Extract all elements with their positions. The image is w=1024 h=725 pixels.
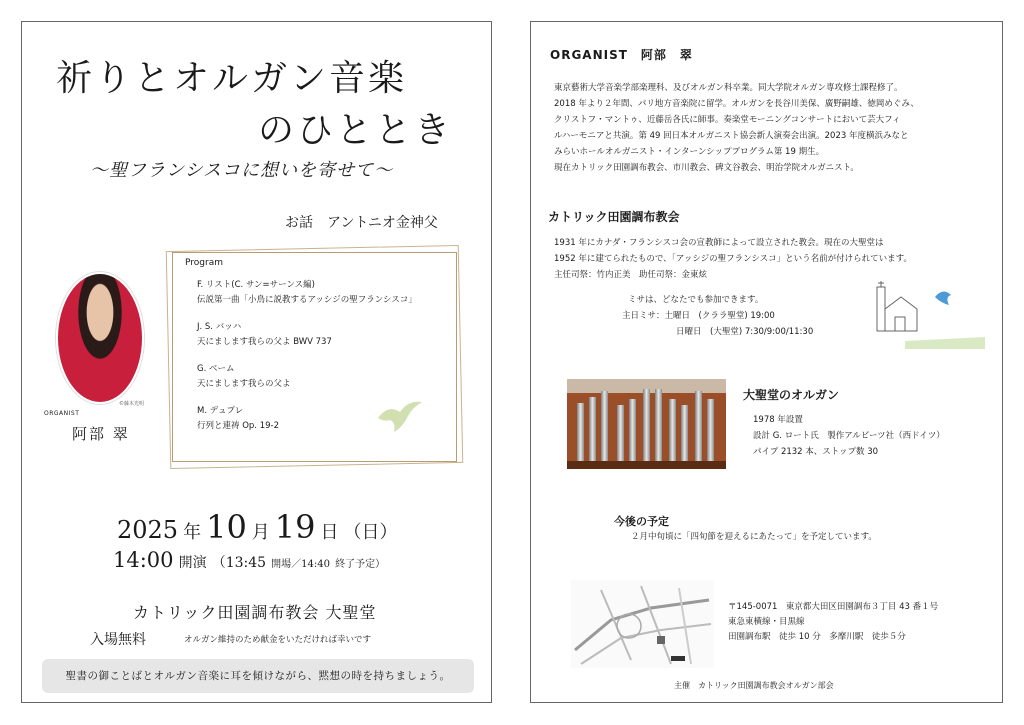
church-heading: カトリック田園調布教会 — [548, 210, 680, 224]
organ-line: 設計 G. ロート氏 製作アルビーツ社（西ドイツ） — [753, 431, 945, 441]
church-line: 1931 年にカナダ・フランシスコ会の宣教師によって設立された教会。現在の大聖堂は — [554, 238, 884, 248]
date-weekday: （日） — [343, 522, 398, 543]
address-line: 東急東横線・目黒線 — [728, 617, 805, 627]
future-text: ２月中旬頃に「四旬節を迎えるにあたって」を予定しています。 — [631, 532, 877, 542]
date-month: 10 — [206, 508, 247, 546]
program-heading: Program — [185, 258, 223, 268]
event-date — [117, 508, 398, 546]
piece-composer: M. デュプレ — [197, 406, 244, 416]
mass-line: 主日ミサ：土曜日 (クララ聖堂) 19:00 — [622, 311, 775, 321]
bio-line: ルハーモニアと共演。第 49 回日本オルガニスト協会新人演奏会出演。2023 年度横浜みなと — [554, 131, 909, 141]
admission-note: オルガン維持のため献金をいただければ幸いです — [184, 635, 372, 645]
venue: カトリック田園調布教会 大聖堂 — [133, 603, 377, 622]
future-heading: 今後の予定 — [614, 515, 669, 528]
piece-composer: F. リスト(C. サン=サーンス編) — [197, 280, 316, 290]
organ-photo — [567, 379, 726, 469]
event-time — [113, 548, 385, 572]
speaker: お話 アントニオ金神父 — [285, 215, 438, 231]
organ-line: パイプ 2132 本、ストップ数 30 — [753, 447, 879, 457]
address-line: 〒145-0071 東京都大田区田園調布３丁目 43 番１号 — [728, 602, 939, 612]
flyer-back-page — [530, 21, 1003, 703]
date-day: 19 — [274, 508, 316, 546]
date-day-unit: 日 — [320, 522, 339, 543]
piece-work: 伝説第一曲「小鳥に説教するアッシジの聖フランシスコ」 — [197, 295, 417, 305]
organ-info — [753, 412, 945, 460]
bio-line: 現在カトリック田園調布教会、市川教会、碑文谷教会、明治学院オルガニスト。 — [554, 163, 859, 173]
bio-line: 2018 年より２年間、パリ地方音楽院に留学。オルガンを長谷川美保、廣野嗣雄、徳岡めぐみ、 — [554, 99, 919, 109]
start-time: 14:00 — [113, 548, 174, 572]
mass-schedule — [622, 292, 813, 340]
organist-name: 阿部 翠 — [72, 425, 130, 443]
program-piece — [197, 278, 450, 308]
title-line-1: 祈りとオルガン音楽 — [56, 58, 408, 99]
open-time: （13:45 — [211, 555, 267, 571]
organist-label: ORGANIST — [44, 410, 80, 417]
piece-composer: G. ベーム — [197, 364, 235, 374]
organist-portrait — [56, 272, 144, 404]
organ-heading: 大聖堂のオルガン — [743, 388, 840, 402]
subtitle: ～聖フランシスコに想いを寄せて～ — [90, 160, 394, 181]
bio-line: クリストフ・マントゥ、近藤岳各氏に師事。奏楽堂モーニングコンサートにおいて芸大フィ — [554, 115, 901, 125]
date-month-unit: 月 — [251, 522, 270, 543]
program-piece — [197, 362, 450, 392]
dove-icon — [374, 394, 426, 434]
photo-credit: ©藤木光明 — [119, 401, 145, 407]
message-box: 聖書の御ことばとオルガン音楽に耳を傾けながら、黙想の時を持ちましょう。 — [42, 659, 474, 693]
church-description — [554, 235, 912, 283]
church-illustration-icon — [865, 279, 991, 353]
church-line: 1952 年に建てられたもので、「アッシジの聖フランシスコ」という名前が付けられています。 — [554, 254, 912, 264]
organist-heading: ORGANIST 阿部 翠 — [550, 48, 693, 62]
piece-work: 行列と連祷 Op. 19-2 — [197, 421, 279, 431]
bio-line: 東京藝術大学音楽学部楽理科、及びオルガン科卒業。同大学院オルガン専攻修士課程修了。 — [554, 83, 903, 93]
open-label: 開場／14:40 — [271, 559, 330, 570]
organizer: 主催 カトリック田園調布教会オルガン部会 — [674, 681, 834, 690]
program-piece — [197, 320, 450, 350]
date-year-unit: 年 — [183, 522, 202, 543]
address-line: 田園調布駅 徒歩 10 分 多摩川駅 徒歩５分 — [728, 632, 906, 642]
piece-work: 天にまします我らの父よ — [197, 379, 291, 389]
organist-bio — [554, 80, 994, 176]
mass-line: 日曜日 (大聖堂) 7:30/9:00/11:30 — [676, 327, 814, 337]
admission: 入場無料 — [90, 632, 146, 648]
date-year: 2025 — [117, 516, 179, 544]
organ-line: 1978 年設置 — [753, 415, 803, 425]
piece-work: 天にまします我らの父よ BWV 737 — [197, 337, 332, 347]
start-label: 開演 — [178, 555, 207, 571]
piece-composer: J. S. バッハ — [197, 322, 242, 332]
flyer-front-page — [21, 21, 492, 703]
address — [728, 600, 938, 645]
end-label: 終了予定） — [335, 559, 386, 570]
access-map-icon — [571, 580, 714, 668]
mass-line: ミサは、どなたでも参加できます。 — [628, 295, 764, 305]
bio-line: みらいホールオルガニスト・インターンシッププログラム第 19 期生。 — [554, 147, 825, 157]
church-line: 主任司祭：竹内正美 助任司祭：金東炫 — [554, 270, 708, 280]
title-line-2: のひととき — [258, 110, 454, 151]
